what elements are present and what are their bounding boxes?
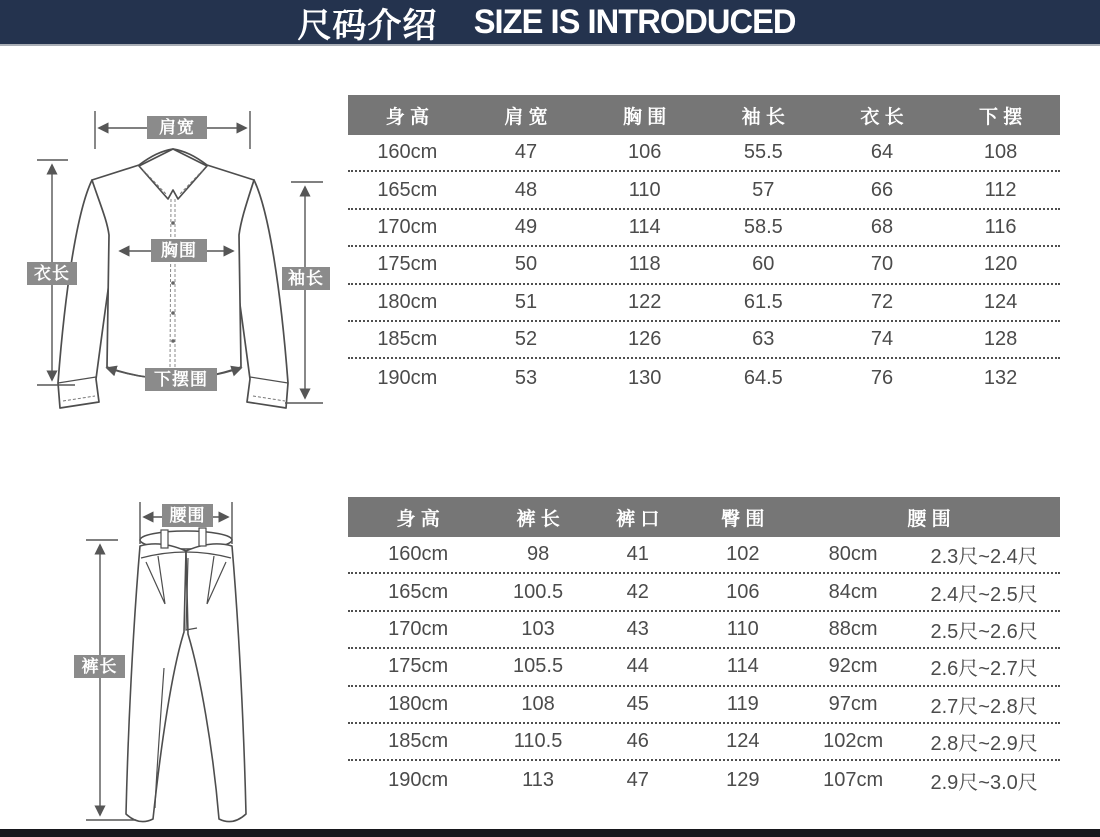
- table-cell: 190cm: [388, 768, 449, 791]
- table-cell: 180cm: [377, 290, 438, 313]
- table-cell: 2.7尺~2.8尺: [930, 695, 1038, 718]
- table-cell: 61.5: [743, 290, 783, 313]
- table-row: [348, 687, 1060, 724]
- table-cell: 64: [870, 141, 894, 164]
- table-cell: 45: [626, 692, 649, 715]
- sleeve-length-arrow: [285, 182, 323, 403]
- table-cell: 128: [983, 328, 1018, 351]
- table-cell: 76: [870, 366, 894, 389]
- pants-size-table: [348, 497, 1060, 799]
- table-cell: 190cm: [377, 366, 438, 389]
- shirt-measurement-diagram: [15, 85, 345, 445]
- table-cell: 112: [984, 178, 1017, 201]
- table-cell: 60: [752, 253, 775, 276]
- table-row: [348, 574, 1060, 611]
- table-row: [348, 724, 1060, 761]
- table-cell: 2.4尺~2.5尺: [930, 583, 1038, 606]
- next-section-edge: [0, 829, 1100, 837]
- table-cell: 108: [983, 141, 1018, 164]
- pants-table-body: [348, 537, 1060, 799]
- table-cell: 170cm: [388, 617, 449, 640]
- table-cell: 47: [514, 141, 538, 164]
- table-cell: 58.5: [743, 215, 783, 238]
- pants-measurement-diagram: [60, 488, 310, 837]
- table-row: [348, 247, 1060, 284]
- table-cell: 72: [870, 290, 894, 313]
- pants-table-header: [348, 497, 1060, 537]
- table-cell: 92cm: [828, 655, 878, 678]
- table-cell: 98: [526, 543, 550, 566]
- table-cell: 57: [752, 178, 775, 201]
- table-cell: 110.5: [513, 730, 563, 753]
- table-cell: 120: [983, 253, 1018, 276]
- waist-width-label: 腰围: [162, 504, 213, 527]
- column-header-height: 身 高: [396, 508, 440, 530]
- column-header-hem: 下 摆: [978, 106, 1023, 128]
- table-cell: 51: [514, 290, 538, 313]
- table-cell: 100.5: [513, 580, 564, 603]
- table-cell: 119: [726, 692, 759, 715]
- table-cell: 64.5: [743, 366, 783, 389]
- table-cell: 130: [627, 366, 662, 389]
- table-cell: 103: [521, 617, 555, 640]
- table-cell: 2.3尺~2.4尺: [930, 546, 1038, 569]
- shirt-table-header: [348, 95, 1060, 135]
- table-cell: 160cm: [388, 543, 449, 566]
- table-cell: 124: [983, 290, 1018, 313]
- table-cell: 2.6尺~2.7尺: [930, 658, 1038, 681]
- table-cell: 180cm: [388, 692, 449, 715]
- table-cell: 52: [514, 328, 538, 351]
- table-cell: 175cm: [388, 655, 449, 678]
- column-header-hip: 臀 围: [721, 508, 765, 530]
- table-cell: 114: [628, 215, 661, 238]
- table-cell: 124: [726, 730, 760, 753]
- table-row: [348, 359, 1060, 396]
- table-cell: 185cm: [377, 328, 438, 351]
- shirt-size-table: [348, 95, 1060, 397]
- table-cell: 42: [626, 580, 649, 603]
- shirt-table-body: [348, 135, 1060, 397]
- table-cell: 102: [726, 543, 760, 566]
- chest-width-label: 胸围: [151, 239, 207, 262]
- column-header-height: 身 高: [385, 106, 429, 128]
- pants-length-label: 裤长: [74, 655, 125, 678]
- column-header-shoulder: 肩 宽: [504, 106, 548, 128]
- column-header-leg-opening: 裤 口: [616, 508, 660, 530]
- table-cell: 55.5: [743, 141, 783, 164]
- table-cell: 105.5: [513, 655, 564, 678]
- page-title-chinese: 尺码介绍: [297, 6, 438, 45]
- table-row: [348, 537, 1060, 574]
- sleeve-length-label: 袖长: [282, 267, 330, 290]
- table-cell: 122: [627, 290, 662, 313]
- table-cell: 68: [870, 215, 894, 238]
- table-cell: 2.8尺~2.9尺: [930, 733, 1038, 756]
- table-cell: 170cm: [377, 215, 438, 238]
- table-cell: 160cm: [377, 141, 438, 164]
- table-cell: 66: [870, 178, 894, 201]
- table-row: [348, 761, 1060, 798]
- page-title-english: SIZE IS INTRODUCED: [474, 2, 796, 41]
- table-cell: 107cm: [823, 768, 884, 791]
- page-header: [0, 0, 1100, 46]
- table-cell: 70: [870, 253, 894, 276]
- table-cell: 2.9尺~3.0尺: [930, 771, 1038, 794]
- table-cell: 63: [752, 328, 775, 351]
- table-cell: 175cm: [377, 253, 438, 276]
- table-cell: 49: [514, 215, 538, 238]
- table-cell: 102cm: [823, 730, 884, 753]
- table-cell: 132: [983, 366, 1018, 389]
- table-cell: 47: [626, 768, 649, 791]
- table-cell: 80cm: [828, 543, 878, 566]
- table-cell: 41: [626, 543, 649, 566]
- table-cell: 165cm: [377, 178, 438, 201]
- table-cell: 74: [870, 328, 894, 351]
- table-cell: 48: [514, 178, 538, 201]
- table-row: [348, 612, 1060, 649]
- table-cell: 2.5尺~2.6尺: [930, 620, 1038, 643]
- column-header-pants-length: 裤 长: [516, 508, 560, 530]
- table-cell: 46: [626, 730, 649, 753]
- table-cell: 53: [514, 366, 538, 389]
- table-cell: 84cm: [828, 580, 878, 603]
- table-cell: 88cm: [828, 617, 878, 640]
- column-header-waist: 腰 围: [907, 508, 951, 530]
- table-cell: 116: [984, 215, 1017, 238]
- table-cell: 129: [726, 768, 760, 791]
- garment-length-label: 衣长: [27, 262, 77, 285]
- table-row: [348, 135, 1060, 172]
- table-cell: 50: [514, 253, 538, 276]
- pants-outline: [126, 531, 246, 822]
- table-cell: 97cm: [828, 692, 878, 715]
- column-header-chest: 胸 围: [623, 106, 667, 128]
- table-row: [348, 649, 1060, 686]
- table-cell: 106: [627, 141, 662, 164]
- column-header-length: 衣 长: [860, 106, 904, 128]
- table-cell: 165cm: [388, 580, 449, 603]
- table-cell: 106: [726, 580, 760, 603]
- shoulder-width-label: 肩宽: [147, 116, 207, 139]
- table-cell: 113: [522, 768, 555, 791]
- column-header-sleeve: 袖 长: [741, 106, 785, 128]
- hem-width-label: 下摆围: [145, 368, 217, 391]
- table-cell: 108: [521, 692, 555, 715]
- table-cell: 43: [626, 617, 649, 640]
- table-row: [348, 285, 1060, 322]
- table-row: [348, 210, 1060, 247]
- table-cell: 118: [628, 253, 661, 276]
- table-cell: 185cm: [388, 730, 449, 753]
- table-cell: 110: [726, 617, 759, 640]
- table-cell: 126: [627, 328, 662, 351]
- table-cell: 44: [626, 655, 649, 678]
- table-cell: 114: [726, 655, 759, 678]
- table-cell: 110: [628, 178, 661, 201]
- table-row: [348, 322, 1060, 359]
- table-row: [348, 172, 1060, 209]
